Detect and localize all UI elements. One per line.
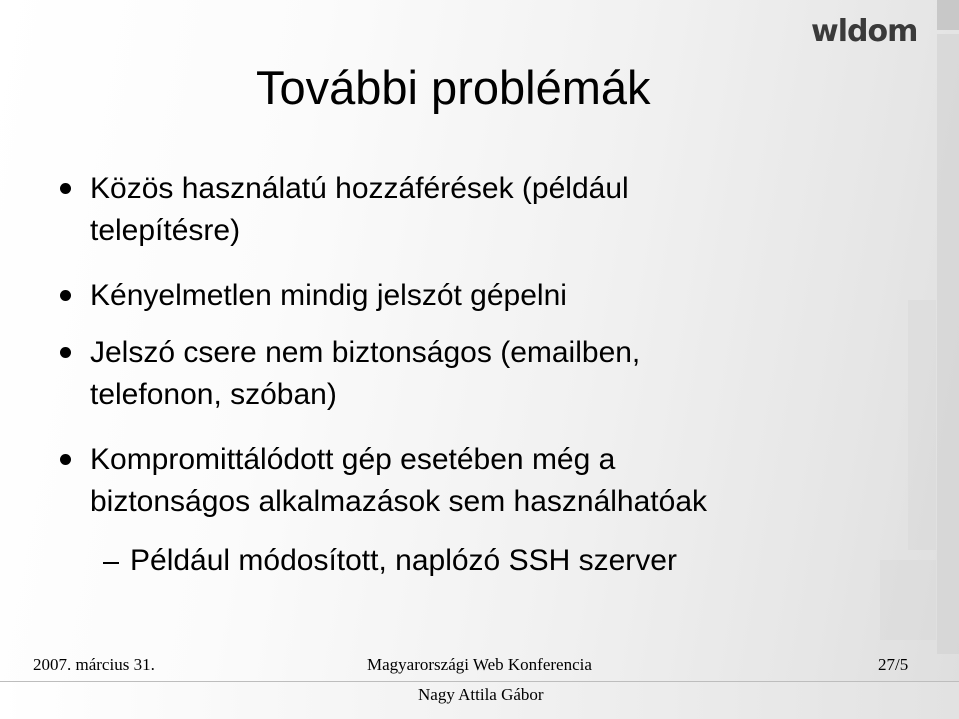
dash-icon [103, 562, 119, 564]
bullet-line: Kényelmetlen mindig jelszót gépelni [90, 279, 567, 312]
bullet-line: Közös használatú hozzáférések (például [90, 172, 629, 205]
footer-author: Nagy Attila Gábor [418, 685, 544, 704]
bullet-dot-icon [60, 183, 71, 194]
bullet-dot-icon [60, 454, 71, 465]
bullet-dot-icon [60, 290, 71, 301]
bullet-dot-icon [60, 347, 71, 358]
wldom-logo: wldom [811, 14, 918, 49]
footer-event: Magyarországi Web Konferencia [367, 655, 592, 674]
footer-date: 2007. március 31. [33, 655, 155, 674]
bullet-line: telepítésre) [90, 214, 241, 247]
sub-bullet-line: Például módosított, naplózó SSH szerver [130, 544, 677, 577]
slide-title: További problémák [256, 61, 651, 114]
footer-page-number: 27/5 [878, 655, 909, 674]
bullet-line: biztonságos alkalmazások sem használhatóak [90, 485, 708, 518]
bullet-line: telefonon, szóban) [90, 378, 337, 411]
bullet-line: Jelszó csere nem biztonságos (emailben, [90, 336, 641, 369]
bullet-line: Kompromittálódott gép esetében még a [90, 443, 616, 476]
